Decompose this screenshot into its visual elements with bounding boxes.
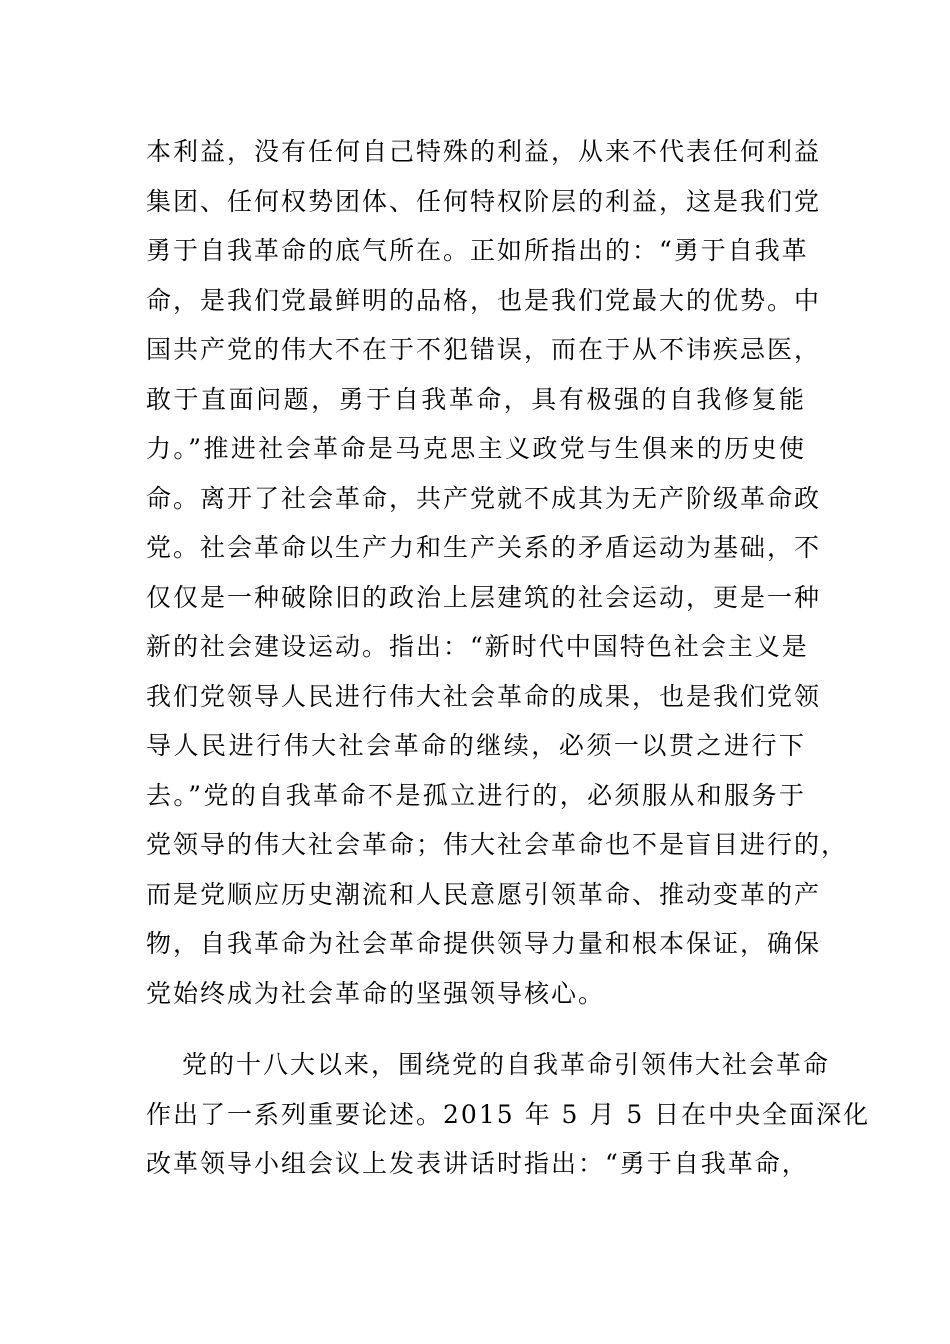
text-line: 命，是我们党最鲜明的品格，也是我们党最大的优势。中 (146, 285, 822, 315)
text-line: 物，自我革命为社会革命提供领导力量和根本保证，确保 (146, 929, 822, 958)
text-line: 勇于自我革命的底气所在。正如所指出的：“勇于自我革 (146, 236, 809, 265)
text-line: 集团、任何权势团体、任何特权阶层的利益，这是我们党 (146, 186, 822, 216)
text-line: 命。离开了社会革命，共产党就不成其为无产阶级革命政 (146, 483, 822, 513)
text-line: 新的社会建设运动。指出：“新时代中国特色社会主义是 (146, 632, 809, 661)
text-line: 国共产党的伟大不在于不犯错误，而在于从不讳疾忌医， (146, 335, 822, 364)
text-line: 改革领导小组会议上发表讲话时指出：“勇于自我革命， (146, 1149, 809, 1178)
text-line: 党始终成为社会革命的坚强领导核心。 (146, 978, 606, 1008)
text-line: 我们党领导人民进行伟大社会革命的成果，也是我们党领 (146, 681, 822, 711)
paragraph-1 (146, 127, 849, 1018)
text-line: 党的十八大以来，围绕党的自我革命引领伟大社会革命 (182, 1050, 831, 1079)
text-line: 党。社会革命以生产力和生产关系的矛盾运动为基础，不 (146, 533, 822, 562)
text-line: 本利益，没有任何自己特殊的利益，从来不代表任何利益 (146, 137, 822, 166)
text-line: 作出了一系列重要论述。2015 年 5 月 5 日在中央全面深化 (146, 1099, 871, 1129)
text-line: 导人民进行伟大社会革命的继续，必须一以贯之进行下 (146, 731, 806, 760)
text-line: 党领导的伟大社会革命；伟大社会革命也不是盲目进行的， (146, 830, 849, 859)
paragraph-2 (146, 1040, 871, 1189)
text-line: 敢于直面问题，勇于自我革命，具有极强的自我修复能 (146, 384, 806, 414)
text-line: 仅仅是一种破除旧的政治上层建筑的社会运动，更是一种 (146, 582, 822, 612)
text-line: 而是党顺应历史潮流和人民意愿引领革命、推动变革的产 (146, 879, 822, 909)
text-line: 力。”推进社会革命是马克思主义政党与生俱来的历史使 (146, 434, 806, 463)
text-line: 去。”党的自我革命不是孤立进行的，必须服从和服务于 (146, 780, 806, 810)
